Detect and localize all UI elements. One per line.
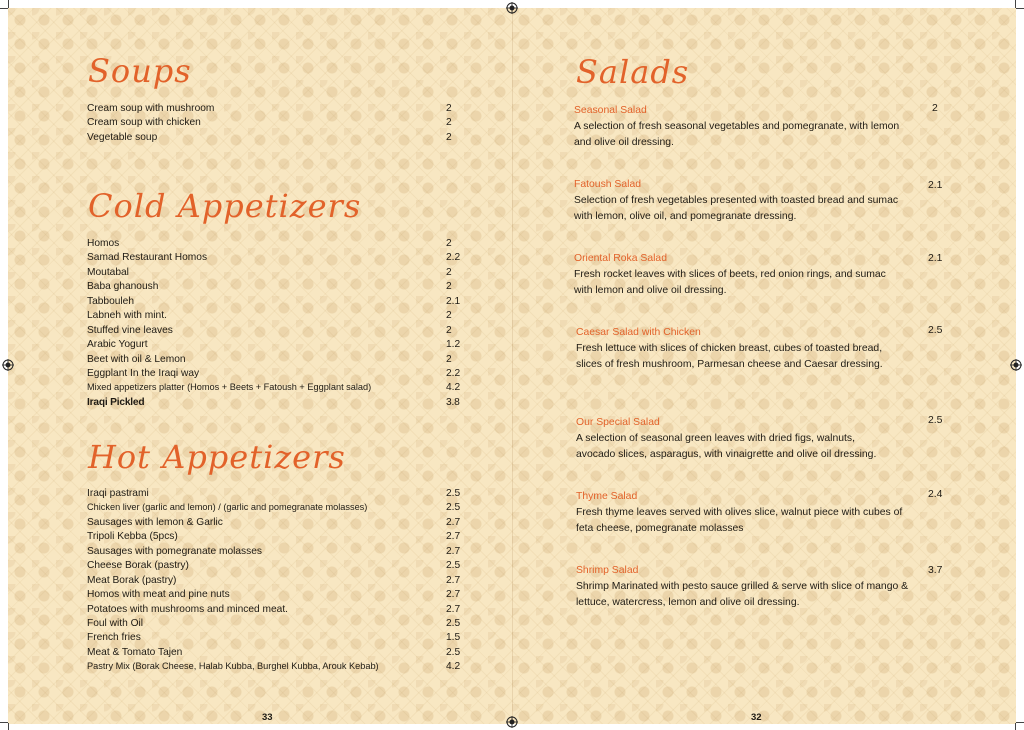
item-price: 2 (446, 238, 452, 249)
salad-item (574, 177, 954, 225)
item-name: Homos (87, 238, 120, 249)
cold-appetizers-title: Cold Appetizers (88, 187, 362, 225)
menu-item (87, 531, 467, 545)
menu-item (87, 382, 467, 396)
salad-name: Fatoush Salad (574, 179, 642, 190)
hot-appetizers-list (87, 488, 467, 676)
salad-name: Caesar Salad with Chicken (576, 327, 701, 338)
item-price: 2 (446, 353, 452, 365)
item-price: 3.8 (446, 396, 460, 408)
salad-price: 2.5 (928, 325, 943, 336)
menu-item (87, 589, 467, 603)
item-price: 2 (446, 324, 452, 336)
item-name: Iraqi Pickled (87, 396, 145, 408)
item-name: Sausages with pomegranate molasses (87, 545, 262, 557)
item-price: 2.1 (446, 295, 461, 307)
item-price: 2.2 (446, 367, 461, 379)
item-name: Pastry Mix (Borak Cheese, Halab Kubba, Burghel Kubba, Arouk Kebab) (87, 661, 379, 672)
salad-item (576, 489, 956, 537)
salad-price: 2.5 (928, 415, 943, 426)
menu-item (87, 339, 467, 353)
salad-description: Fresh rocket leaves with slices of beets, red onion rings, and sumac with lemon and olive oil dressing. (574, 269, 886, 296)
soups-list (87, 103, 467, 146)
menu-item (87, 310, 467, 324)
item-name: Cream soup with mushroom (87, 103, 215, 114)
menu-item (87, 132, 467, 146)
item-name: Potatoes with mushrooms and minced meat. (87, 603, 289, 615)
salad-description: Selection of fresh vegetables presented with toasted bread and sumac with lemon, olive oil, and pomegranate dressing. (574, 195, 899, 222)
hot-appetizers-title: Hot Appetizers (88, 438, 346, 476)
menu-item (87, 354, 467, 368)
cold-appetizers-list (87, 238, 467, 411)
menu-item (87, 281, 467, 295)
item-name: Baba ghanoush (87, 281, 159, 293)
crop-mark (0, 8, 8, 9)
registration-mark-icon (506, 716, 518, 728)
item-price: 1.5 (446, 632, 461, 644)
menu-item (87, 103, 467, 117)
item-name: Chicken liver (garlic and lemon) / (garlic and pomegranate molasses) (87, 502, 368, 513)
crop-mark (8, 0, 9, 8)
registration-mark-icon (506, 2, 518, 14)
salad-price: 2.4 (928, 489, 943, 500)
salad-item (576, 415, 956, 463)
menu-item (87, 238, 467, 252)
item-price: 2.2 (446, 252, 461, 264)
item-name: Sausages with lemon & Garlic (87, 516, 223, 528)
menu-item (87, 368, 467, 382)
soups-title: Soups (88, 52, 192, 90)
item-name: Tabbouleh (87, 295, 135, 307)
menu-item (87, 618, 467, 632)
menu-item (87, 488, 467, 502)
registration-mark-icon (1010, 359, 1022, 371)
salad-price: 2.1 (928, 253, 943, 264)
salad-price: 3.7 (928, 565, 943, 576)
item-name: Cheese Borak (pastry) (87, 560, 189, 572)
item-price: 2.7 (446, 574, 461, 586)
menu-item (87, 117, 467, 131)
salad-price: 2.1 (928, 180, 943, 191)
item-price: 2.5 (446, 488, 461, 499)
item-name: Mixed appetizers platter (Homos + Beets + Fatoush + Eggplant salad) (87, 382, 372, 393)
menu-item (87, 647, 467, 661)
salad-description: A selection of fresh seasonal vegetables and pomegranate, with lemon and olive oil dressing. (574, 121, 900, 148)
item-price: 2.5 (446, 617, 461, 629)
item-price: 2.5 (446, 502, 461, 514)
item-price: 2.7 (446, 516, 461, 528)
item-price: 2.7 (446, 589, 461, 601)
page-fold (512, 8, 513, 724)
salad-description: A selection of seasonal green leaves with dried figs, walnuts, avocado slices, asparagus, with vinaigrette and olive oil dressing. (576, 433, 877, 460)
registration-mark-icon (2, 359, 14, 371)
item-price: 2 (446, 281, 452, 293)
salad-description: Fresh thyme leaves served with olives slice, walnut piece with cubes of feta cheese, pomegranate molasses (576, 507, 903, 534)
menu-item (87, 661, 467, 675)
item-name: Cream soup with chicken (87, 117, 201, 129)
menu-item (87, 267, 467, 281)
item-name: Beet with oil & Lemon (87, 353, 186, 365)
item-price: 2 (446, 103, 452, 114)
menu-item (87, 325, 467, 339)
menu-item (87, 296, 467, 310)
crop-mark (1015, 0, 1016, 8)
item-price: 2 (446, 131, 452, 143)
salad-description: Shrimp Marinated with pesto sauce grilled & serve with slice of mango & lettuce, watercress, lemon and olive oil dressing. (576, 581, 909, 608)
menu-item (87, 397, 467, 411)
page-number-right: 32 (751, 712, 762, 723)
item-price: 2.5 (446, 646, 461, 658)
salad-name: Shrimp Salad (576, 565, 639, 576)
item-name: Samad Restaurant Homos (87, 252, 208, 264)
menu-item (87, 575, 467, 589)
item-price: 4.2 (446, 382, 461, 394)
menu-item (87, 546, 467, 560)
salad-name: Seasonal Salad (574, 105, 647, 116)
salad-item (574, 103, 954, 151)
menu-item (87, 632, 467, 646)
item-price: 2 (446, 266, 452, 278)
crop-mark (1016, 722, 1024, 723)
item-name: Moutabal (87, 266, 129, 278)
item-price: 1.2 (446, 339, 461, 351)
crop-mark (1016, 8, 1024, 9)
item-name: Tripoli Kebba (5pcs) (87, 531, 178, 543)
item-name: Stuffed vine leaves (87, 324, 173, 336)
item-price: 2 (446, 117, 452, 129)
item-price: 4.2 (446, 661, 461, 673)
salad-name: Our Special Salad (576, 417, 660, 428)
salad-price: 2 (932, 103, 938, 114)
page-number-left: 33 (262, 712, 273, 723)
item-name: Meat Borak (pastry) (87, 574, 177, 586)
item-name: Foul with Oil (87, 617, 144, 629)
salad-name: Thyme Salad (576, 491, 638, 502)
menu-item (87, 252, 467, 266)
item-price: 2.7 (446, 531, 461, 543)
salad-item (576, 325, 956, 373)
salad-item (576, 563, 956, 611)
item-name: Homos with meat and pine nuts (87, 589, 230, 601)
salad-item (574, 251, 954, 299)
item-name: Meat & Tomato Tajen (87, 646, 183, 658)
salad-description: Fresh lettuce with slices of chicken breast, cubes of toasted bread, slices of fresh mushroom, Parmesan cheese and Caesar dressing. (576, 343, 883, 370)
crop-mark (8, 723, 9, 730)
salads-title: Salads (576, 53, 690, 91)
menu-item (87, 560, 467, 574)
item-name: French fries (87, 632, 141, 644)
crop-mark (1015, 723, 1016, 730)
item-name: Eggplant In the Iraqi way (87, 367, 200, 379)
salad-name: Oriental Roka Salad (574, 253, 667, 264)
menu-item (87, 517, 467, 531)
item-price: 2.7 (446, 603, 461, 615)
item-price: 2.5 (446, 560, 461, 572)
item-price: 2 (446, 310, 452, 322)
item-name: Labneh with mint. (87, 310, 167, 322)
crop-mark (0, 722, 8, 723)
item-name: Iraqi pastrami (87, 488, 149, 499)
item-price: 2.7 (446, 545, 461, 557)
item-name: Vegetable soup (87, 131, 158, 143)
menu-item (87, 502, 467, 516)
menu-item (87, 604, 467, 618)
item-name: Arabic Yogurt (87, 339, 148, 351)
